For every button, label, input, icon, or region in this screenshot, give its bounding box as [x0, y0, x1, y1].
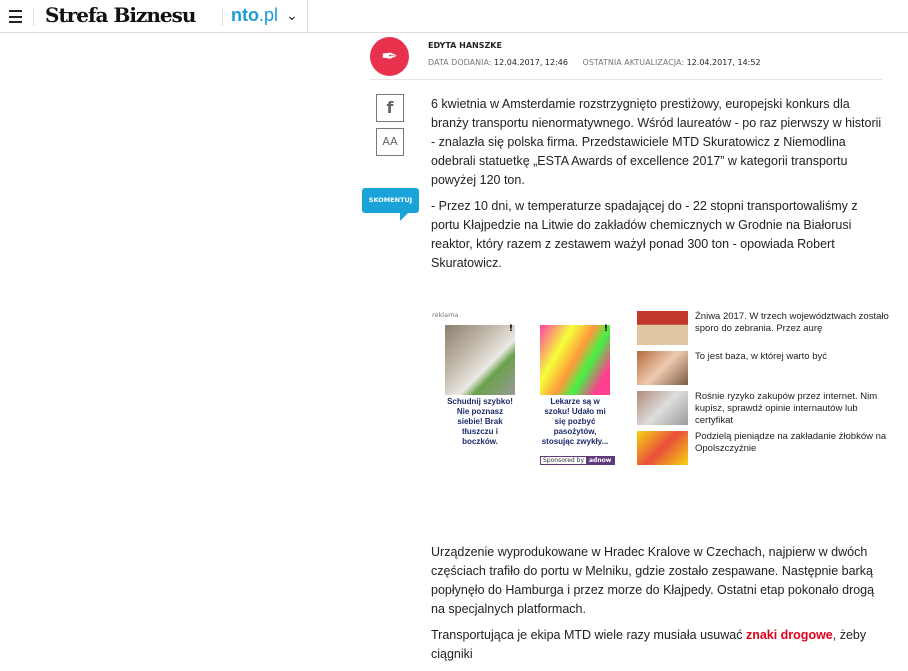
related-title: Podzielą pieniądze na zakładanie żłobków na Opolszczyźnie [695, 431, 887, 454]
font-size-button[interactable]: AA [376, 128, 404, 156]
related-article[interactable] [637, 431, 889, 467]
ad-text: Lekarze są w szoku! Udało mi się pozbyć pasożytów, stosując zwykły... [541, 397, 609, 446]
related-article[interactable] [637, 391, 889, 427]
related-title: To jest baza, w której warto być [695, 351, 827, 362]
header-brand-box [0, 0, 308, 33]
ad-item[interactable] [540, 325, 624, 466]
related-title: Żniwa 2017. W trzech województwach zostało sporo do zebrania. Przez aurę [695, 311, 889, 334]
sponsored-badge[interactable] [540, 456, 615, 465]
related-thumbnail [637, 351, 688, 385]
updated-label: OSTATNIA AKTUALIZACJA: [582, 58, 685, 67]
related-thumbnail [637, 391, 688, 425]
related-thumbnail [637, 431, 688, 465]
related-article[interactable] [637, 351, 889, 387]
sponsored-label: Sponsored by [543, 457, 584, 464]
menu-icon[interactable] [9, 10, 22, 23]
related-title: Rośnie ryzyko zakupów przez internet. Nim kupisz, sprawdź opinie internautów lub certyfikat [695, 391, 878, 426]
added-value: 12.04.2017, 12:46 [494, 58, 568, 67]
partner-logo-main: nto [231, 5, 259, 25]
ad-image [540, 325, 610, 395]
article-body [431, 95, 889, 671]
article-paragraph: Urządzenie wyprodukowane w Hradec Kralove w Czechach, najpierw w dwóch częściach trafiło do portu w Melniku, gdzie zostało zespawane. Następnie barką popłynęło do Hamburga i przez morze do Kłajpedy. Ostatni etap pokonało drogą na specjalnych platformach. [431, 545, 875, 616]
chevron-down-icon[interactable]: ⌄ [286, 8, 298, 24]
related-article[interactable] [637, 311, 889, 347]
site-header [0, 0, 908, 33]
site-logo[interactable]: Strefa Biznesu [45, 3, 196, 27]
facebook-share-button[interactable]: f [376, 94, 404, 122]
comment-button[interactable]: SKOMENTUJ [362, 188, 419, 213]
text: , żeby ciągniki [431, 628, 867, 661]
ad-text: Schudnij szybko! Nie poznasz siebie! Brak tłuszczu i boczków. [447, 397, 513, 446]
tag-link[interactable]: znaki drogowe [745, 628, 833, 642]
divider [222, 8, 223, 26]
ad-section [431, 311, 889, 543]
ad-item[interactable] [445, 325, 515, 447]
text: Transportująca je ekipa MTD wiele razy musiała usuwać [431, 628, 746, 642]
partner-logo-suffix: .pl [258, 5, 278, 25]
added-label: DATA DODANIA: [428, 58, 492, 67]
author-bar [370, 36, 882, 80]
feather-icon: ✒ [370, 37, 409, 76]
ad-image [445, 325, 515, 395]
article-paragraph: - Przez 10 dni, w temperaturze spadającej do - 22 stopni transportowaliśmy z portu Kłajpedzie na Litwie do zakładów chemicznych w Grodnie na Białorusi reaktor, który razem z zestawem ważył ponad 300 ton - opowiada Robert Skuratowicz. [431, 199, 858, 270]
author-name[interactable]: EDYTA HANSZKE [428, 41, 502, 50]
related-thumbnail [637, 311, 688, 345]
article-dates [428, 58, 773, 67]
sponsor-logo: adnow [586, 457, 614, 464]
article-paragraph [431, 626, 883, 664]
divider [33, 8, 34, 26]
article-paragraph: 6 kwietnia w Amsterdamie rozstrzygnięto prestiżowy, europejski konkurs dla branży transportu nienormatywnego. Wśród laureatów - po raz pierwszy w historii - znalazła się polska firma. Przedstawiciele MTD Skuratowicz z Niemodlina odebrali statuetkę „ESTA Awards of excellence 2017” w kategorii transportu powyżej 120 ton. [431, 97, 882, 187]
updated-value: 12.04.2017, 14:52 [686, 58, 761, 67]
partner-logo[interactable] [231, 5, 278, 26]
related-articles [637, 311, 889, 467]
ad-label: reklama [432, 311, 459, 319]
